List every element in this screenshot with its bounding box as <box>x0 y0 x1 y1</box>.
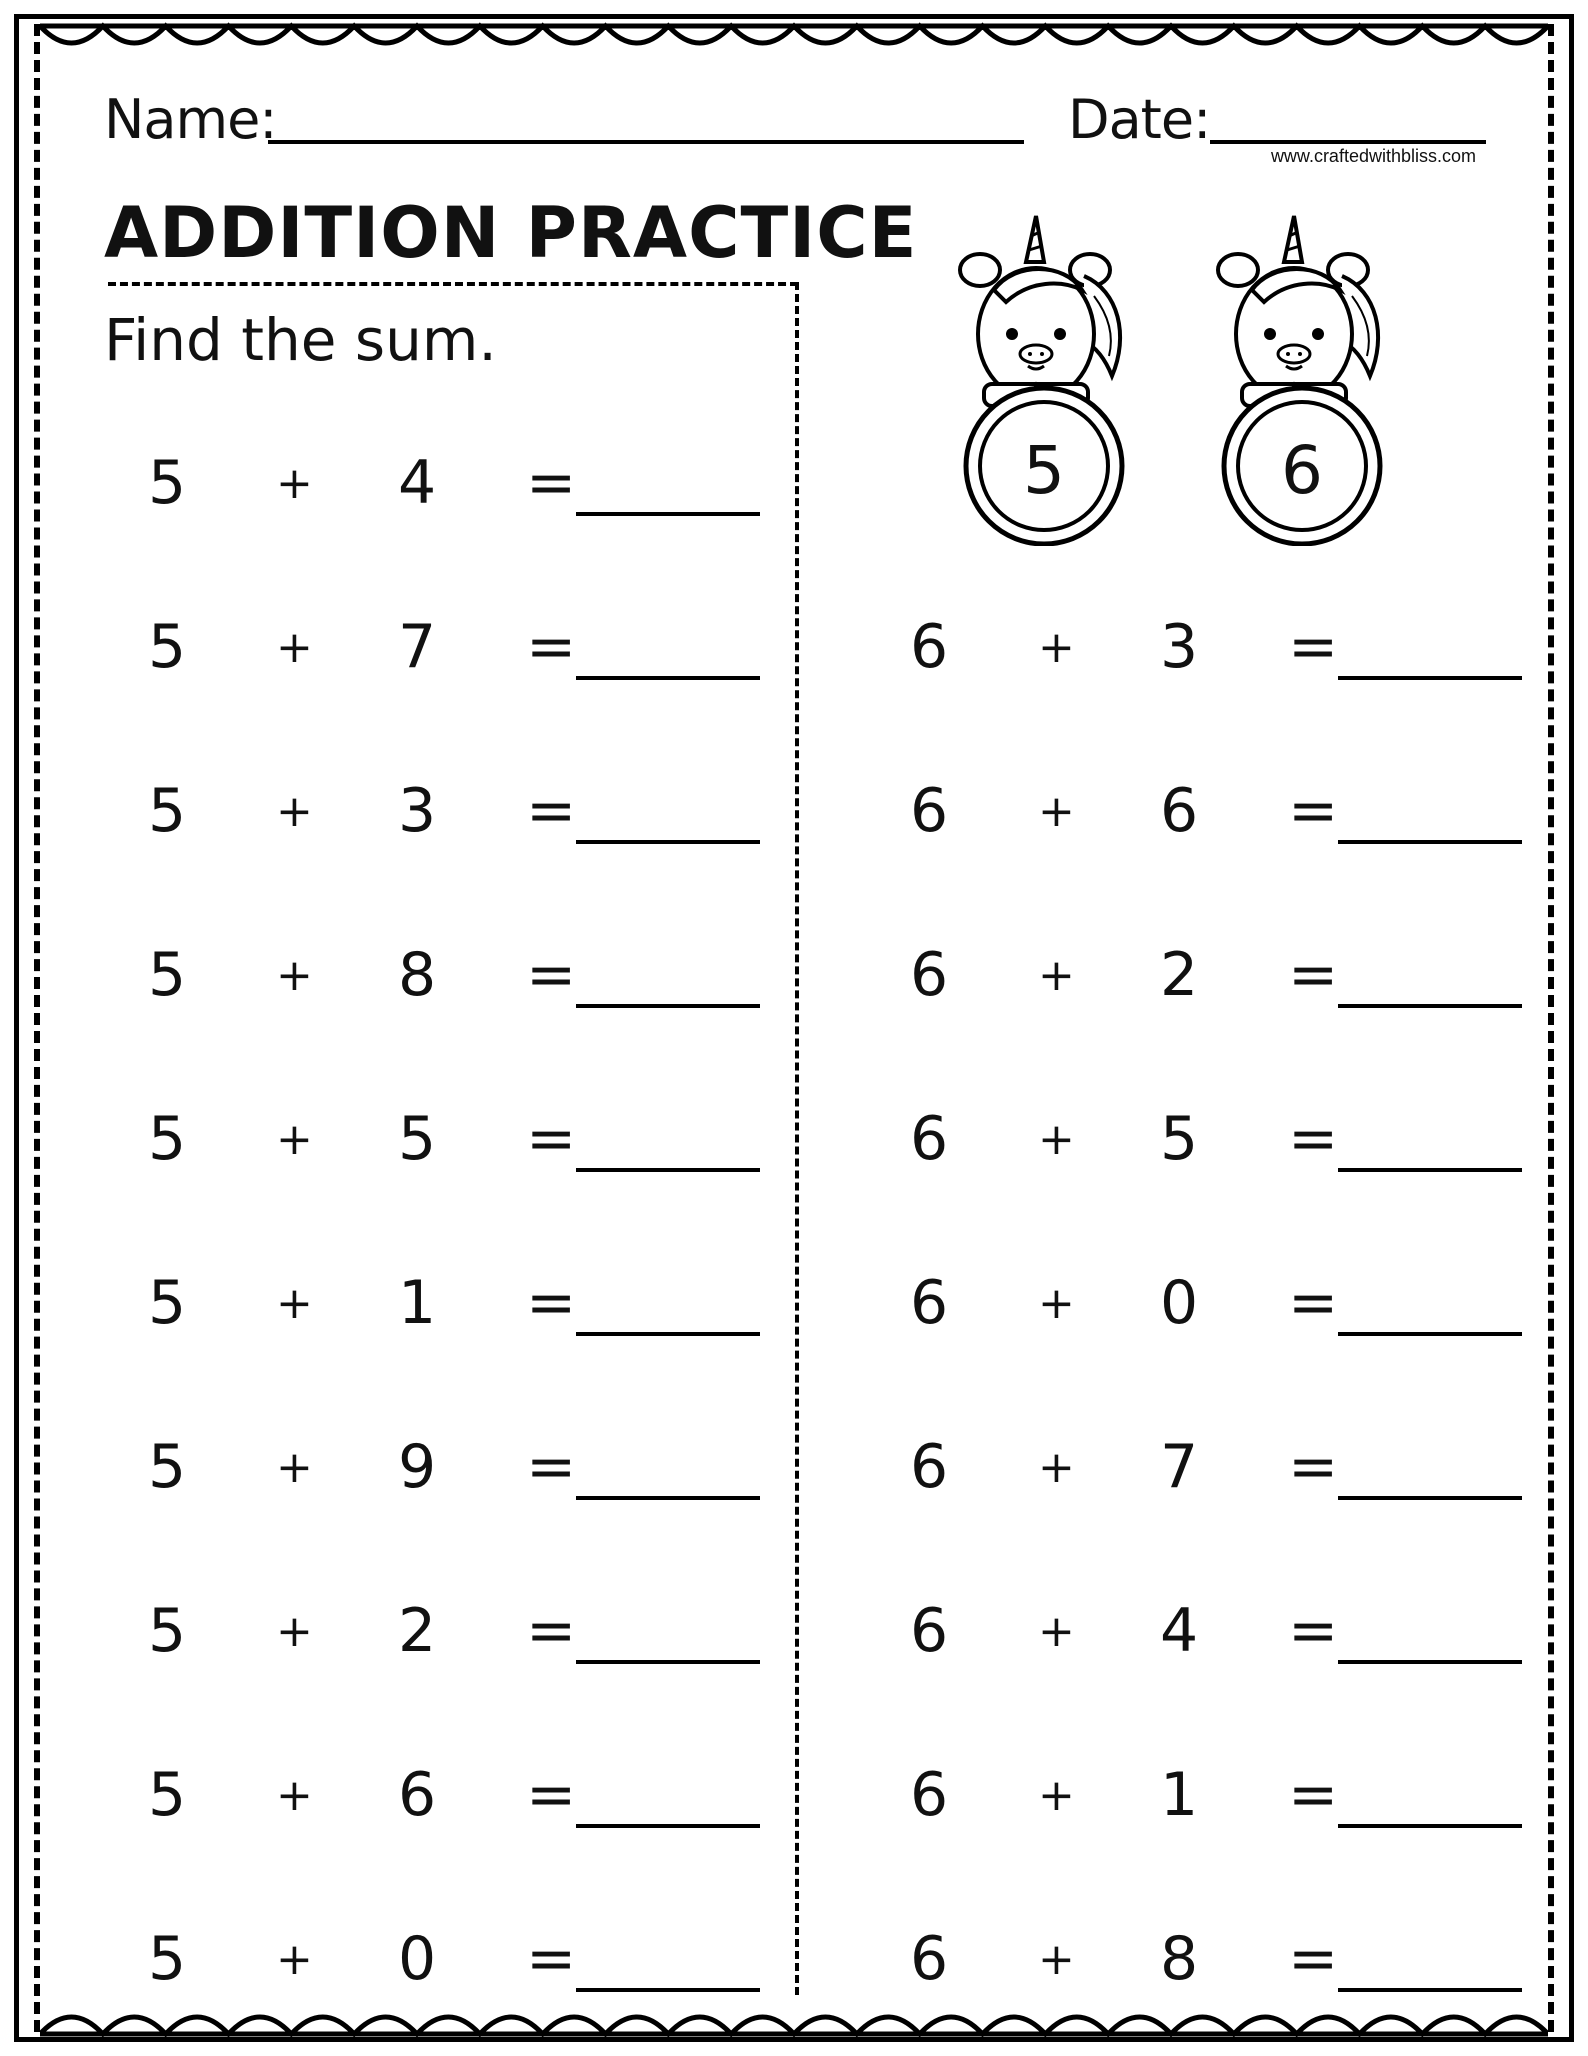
equals-sign: = <box>1288 1104 1339 1174</box>
answer-blank[interactable] <box>576 1988 760 1992</box>
plus-sign: + <box>276 458 313 509</box>
website-url: www.craftedwithbliss.com <box>1270 146 1476 166</box>
addend-1: 6 <box>910 1104 949 1174</box>
equals-sign: = <box>1288 1760 1339 1830</box>
equals-sign: = <box>526 776 577 846</box>
equals-sign: = <box>526 1596 577 1666</box>
answer-blank[interactable] <box>576 840 760 844</box>
plus-sign: + <box>276 1278 313 1329</box>
addition-problem <box>104 612 724 702</box>
plus-sign: + <box>1038 786 1075 837</box>
plus-sign: + <box>1038 950 1075 1001</box>
page-title: ADDITION PRACTICE <box>104 192 918 274</box>
addend-1: 6 <box>910 1760 949 1830</box>
addend-2: 5 <box>398 1104 437 1174</box>
plus-sign: + <box>276 622 313 673</box>
addition-problem <box>866 940 1486 1030</box>
addend-1: 5 <box>148 776 187 846</box>
plus-sign: + <box>1038 1934 1075 1985</box>
addend-1: 5 <box>148 1924 187 1994</box>
answer-blank[interactable] <box>576 1660 760 1664</box>
addend-2: 1 <box>398 1268 437 1338</box>
answer-blank[interactable] <box>1338 1824 1522 1828</box>
answer-blank[interactable] <box>1338 1004 1522 1008</box>
plus-sign: + <box>1038 1606 1075 1657</box>
date-label: Date: <box>1068 88 1211 151</box>
addition-problem <box>104 940 724 1030</box>
equals-sign: = <box>526 940 577 1010</box>
addition-problem <box>104 1432 724 1522</box>
addend-1: 5 <box>148 448 187 518</box>
answer-blank[interactable] <box>1338 1168 1522 1172</box>
addition-problem <box>866 776 1486 866</box>
plus-sign: + <box>276 1934 313 1985</box>
equals-sign: = <box>1288 940 1339 1010</box>
right-dashed-border <box>1548 24 1554 2032</box>
addend-1: 6 <box>910 776 949 846</box>
addend-2: 3 <box>1160 612 1199 682</box>
addition-problem <box>104 1268 724 1358</box>
answer-blank[interactable] <box>1338 1660 1522 1664</box>
addend-2: 0 <box>1160 1268 1199 1338</box>
equals-sign: = <box>1288 1596 1339 1666</box>
answer-blank[interactable] <box>576 1824 760 1828</box>
answer-blank[interactable] <box>576 1332 760 1336</box>
addition-problem <box>104 448 724 538</box>
equals-sign: = <box>526 1268 577 1338</box>
addend-2: 0 <box>398 1924 437 1994</box>
addition-problem <box>866 1596 1486 1686</box>
addition-problem <box>866 1432 1486 1522</box>
addend-1: 6 <box>910 1432 949 1502</box>
addition-problem <box>104 1104 724 1194</box>
plus-sign: + <box>276 1770 313 1821</box>
answer-blank[interactable] <box>576 1168 760 1172</box>
equals-sign: = <box>1288 776 1339 846</box>
answer-blank[interactable] <box>1338 676 1522 680</box>
plus-sign: + <box>1038 1278 1075 1329</box>
addend-1: 6 <box>910 940 949 1010</box>
addend-1: 5 <box>148 612 187 682</box>
addend-2: 7 <box>398 612 437 682</box>
addend-1: 5 <box>148 1268 187 1338</box>
addition-problem <box>866 1104 1486 1194</box>
plus-sign: + <box>1038 622 1075 673</box>
addend-2: 7 <box>1160 1432 1199 1502</box>
equals-sign: = <box>526 1924 577 1994</box>
addend-2: 4 <box>1160 1596 1199 1666</box>
plus-sign: + <box>1038 1442 1075 1493</box>
plus-sign: + <box>276 1114 313 1165</box>
addend-2: 3 <box>398 776 437 846</box>
addend-2: 2 <box>398 1596 437 1666</box>
addition-problem <box>866 1760 1486 1850</box>
addition-problem <box>866 612 1486 702</box>
plus-sign: + <box>276 950 313 1001</box>
instruction-text: Find the sum. <box>104 306 497 374</box>
equals-sign: = <box>526 1760 577 1830</box>
addend-2: 1 <box>1160 1760 1199 1830</box>
addend-2: 2 <box>1160 940 1199 1010</box>
addend-1: 6 <box>910 1596 949 1666</box>
addition-problem <box>104 1924 724 2014</box>
equals-sign: = <box>526 1104 577 1174</box>
addend-1: 5 <box>148 1760 187 1830</box>
addend-1: 6 <box>910 1924 949 1994</box>
title-divider <box>108 282 798 286</box>
plus-sign: + <box>1038 1114 1075 1165</box>
equals-sign: = <box>526 612 577 682</box>
addend-1: 5 <box>148 1596 187 1666</box>
addition-problem <box>104 1760 724 1850</box>
number-badge <box>944 206 1144 546</box>
addend-2: 9 <box>398 1432 437 1502</box>
equals-sign: = <box>526 448 577 518</box>
addend-1: 6 <box>910 1268 949 1338</box>
addition-problem <box>866 1268 1486 1358</box>
answer-blank[interactable] <box>576 1496 760 1500</box>
equals-sign: = <box>1288 1924 1339 1994</box>
addend-1: 6 <box>910 612 949 682</box>
top-scallop-border <box>40 20 1548 72</box>
badge-number: 5 <box>1023 432 1065 509</box>
plus-sign: + <box>1038 1770 1075 1821</box>
addend-2: 6 <box>1160 776 1199 846</box>
answer-blank[interactable] <box>1338 840 1522 844</box>
equals-sign: = <box>1288 1432 1339 1502</box>
equals-sign: = <box>1288 612 1339 682</box>
answer-blank[interactable] <box>576 676 760 680</box>
answer-blank[interactable] <box>576 512 760 516</box>
badge-number: 6 <box>1281 432 1323 509</box>
plus-sign: + <box>276 1606 313 1657</box>
addend-2: 8 <box>398 940 437 1010</box>
plus-sign: + <box>276 1442 313 1493</box>
addend-2: 5 <box>1160 1104 1199 1174</box>
number-badge <box>1202 206 1402 546</box>
date-field[interactable] <box>1210 140 1486 144</box>
addend-1: 5 <box>148 940 187 1010</box>
addition-problem <box>104 776 724 866</box>
addition-problem <box>104 1596 724 1686</box>
addend-1: 5 <box>148 1104 187 1174</box>
name-label: Name: <box>104 88 277 151</box>
addend-2: 8 <box>1160 1924 1199 1994</box>
left-dashed-border <box>34 24 40 2032</box>
answer-blank[interactable] <box>1338 1496 1522 1500</box>
addend-1: 5 <box>148 1432 187 1502</box>
answer-blank[interactable] <box>1338 1332 1522 1336</box>
name-field[interactable] <box>268 140 1024 144</box>
column-divider <box>795 282 799 1995</box>
addition-problem <box>866 1924 1486 2014</box>
addend-2: 4 <box>398 448 437 518</box>
equals-sign: = <box>1288 1268 1339 1338</box>
equals-sign: = <box>526 1432 577 1502</box>
answer-blank[interactable] <box>1338 1988 1522 1992</box>
addend-2: 6 <box>398 1760 437 1830</box>
answer-blank[interactable] <box>576 1004 760 1008</box>
plus-sign: + <box>276 786 313 837</box>
